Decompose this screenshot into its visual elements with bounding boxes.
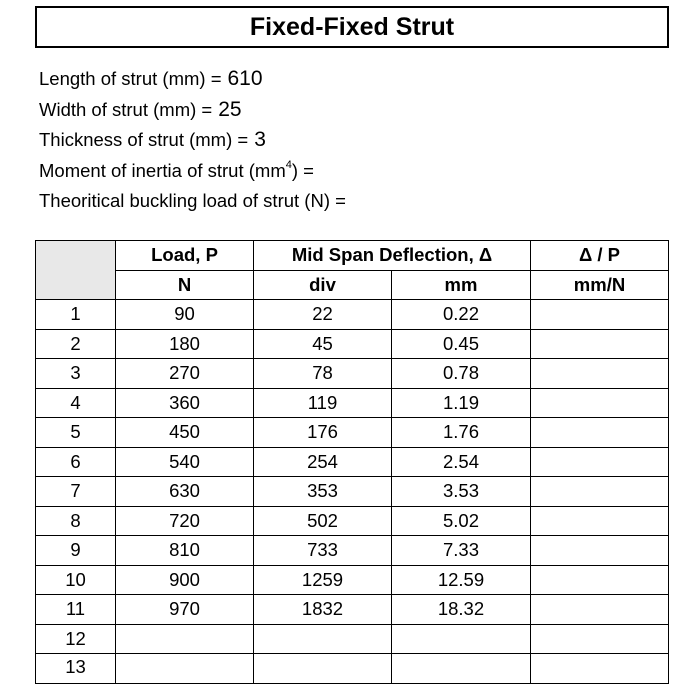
load-cell[interactable]: 540 [116,447,254,477]
row-number-cell[interactable]: 13 [36,654,116,684]
div-cell[interactable]: 1832 [254,595,392,625]
row-number-cell[interactable]: 4 [36,388,116,418]
row-number-cell[interactable]: 11 [36,595,116,625]
mm-cell[interactable]: 2.54 [392,447,531,477]
table-row [36,477,669,507]
table-row [36,595,669,625]
ratio-cell[interactable] [531,447,669,477]
param-moment-of-inertia [39,156,352,187]
mm-cell[interactable]: 18.32 [392,595,531,625]
row-number-cell[interactable]: 2 [36,329,116,359]
div-cell[interactable]: 733 [254,536,392,566]
page-title [35,6,669,48]
ratio-cell[interactable] [531,654,669,684]
load-cell[interactable]: 270 [116,359,254,389]
row-number-cell[interactable]: 9 [36,536,116,566]
div-cell[interactable]: 22 [254,300,392,330]
table-row [36,388,669,418]
mm-cell[interactable]: 1.19 [392,388,531,418]
div-cell[interactable]: 176 [254,418,392,448]
load-cell[interactable] [116,624,254,654]
param-width [39,95,352,126]
mm-cell[interactable]: 1.76 [392,418,531,448]
table-row [36,506,669,536]
load-cell[interactable]: 450 [116,418,254,448]
mm-cell[interactable]: 12.59 [392,565,531,595]
mm-cell[interactable] [392,624,531,654]
load-cell[interactable]: 90 [116,300,254,330]
load-cell[interactable] [116,654,254,684]
load-cell[interactable]: 970 [116,595,254,625]
load-cell[interactable]: 360 [116,388,254,418]
ratio-cell[interactable] [531,506,669,536]
unit-ratio: mm/N [531,270,669,300]
mm-cell[interactable]: 0.22 [392,300,531,330]
param-label: Length of strut (mm) = [39,68,222,89]
row-number-cell[interactable]: 1 [36,300,116,330]
load-cell[interactable]: 810 [116,536,254,566]
param-thickness [39,125,352,156]
div-cell[interactable]: 119 [254,388,392,418]
row-number-cell[interactable]: 10 [36,565,116,595]
load-cell[interactable]: 180 [116,329,254,359]
deflection-table [35,240,669,684]
param-value[interactable]: 3 [254,128,266,151]
param-label-post: ) = [291,159,314,181]
unit-div: div [254,270,392,300]
mm-cell[interactable]: 5.02 [392,506,531,536]
div-cell[interactable]: 45 [254,329,392,359]
table-row [36,536,669,566]
load-cell[interactable]: 720 [116,506,254,536]
units-row [36,270,669,300]
div-cell[interactable]: 254 [254,447,392,477]
ratio-cell[interactable] [531,477,669,507]
row-number-cell[interactable]: 5 [36,418,116,448]
header-deflection: Mid Span Deflection, Δ [254,241,531,271]
unit-load: N [116,270,254,300]
div-cell[interactable] [254,654,392,684]
param-value[interactable]: 610 [227,67,263,90]
table-row [36,447,669,477]
ratio-cell[interactable] [531,565,669,595]
table-row [36,300,669,330]
header-ratio: Δ / P [531,241,669,271]
table-row [36,565,669,595]
ratio-cell[interactable] [531,418,669,448]
param-label: Width of strut (mm) = [39,98,213,120]
mm-cell[interactable]: 0.78 [392,359,531,389]
mm-cell[interactable]: 0.45 [392,329,531,359]
mm-cell[interactable]: 3.53 [392,477,531,507]
load-cell[interactable]: 630 [116,477,254,507]
row-number-cell[interactable]: 12 [36,624,116,654]
load-cell[interactable]: 900 [116,565,254,595]
table-row [36,329,669,359]
header-corner-cell [36,241,116,300]
mm-cell[interactable]: 7.33 [392,536,531,566]
param-buckling-load [39,186,352,217]
unit-mm: mm [392,270,531,300]
mm-cell[interactable] [392,654,531,684]
param-label: Theoritical buckling load of strut (N) = [39,190,346,211]
row-number-cell[interactable]: 3 [36,359,116,389]
table-row [36,624,669,654]
table-row [36,359,669,389]
ratio-cell[interactable] [531,329,669,359]
strut-parameters [39,64,352,217]
table-row [36,654,669,684]
page-title-text: Fixed-Fixed Strut [249,12,455,41]
param-label: Thickness of strut (mm) = [39,129,249,150]
param-label-pre: Moment of inertia of strut (mm [39,159,286,181]
param-value[interactable]: 25 [218,97,242,121]
div-cell[interactable]: 353 [254,477,392,507]
ratio-cell[interactable] [531,536,669,566]
header-row [36,241,669,271]
ratio-cell[interactable] [531,359,669,389]
ratio-cell[interactable] [531,388,669,418]
param-label-sup: 4 [285,158,292,171]
param-length [39,64,352,95]
ratio-cell[interactable] [531,595,669,625]
row-number-cell[interactable]: 7 [36,477,116,507]
ratio-cell[interactable] [531,300,669,330]
row-number-cell[interactable]: 6 [36,447,116,477]
row-number-cell[interactable]: 8 [36,506,116,536]
table-row [36,418,669,448]
header-load: Load, P [116,241,254,271]
div-cell[interactable]: 1259 [254,565,392,595]
div-cell[interactable] [254,624,392,654]
ratio-cell[interactable] [531,624,669,654]
div-cell[interactable]: 78 [254,359,392,389]
div-cell[interactable]: 502 [254,506,392,536]
